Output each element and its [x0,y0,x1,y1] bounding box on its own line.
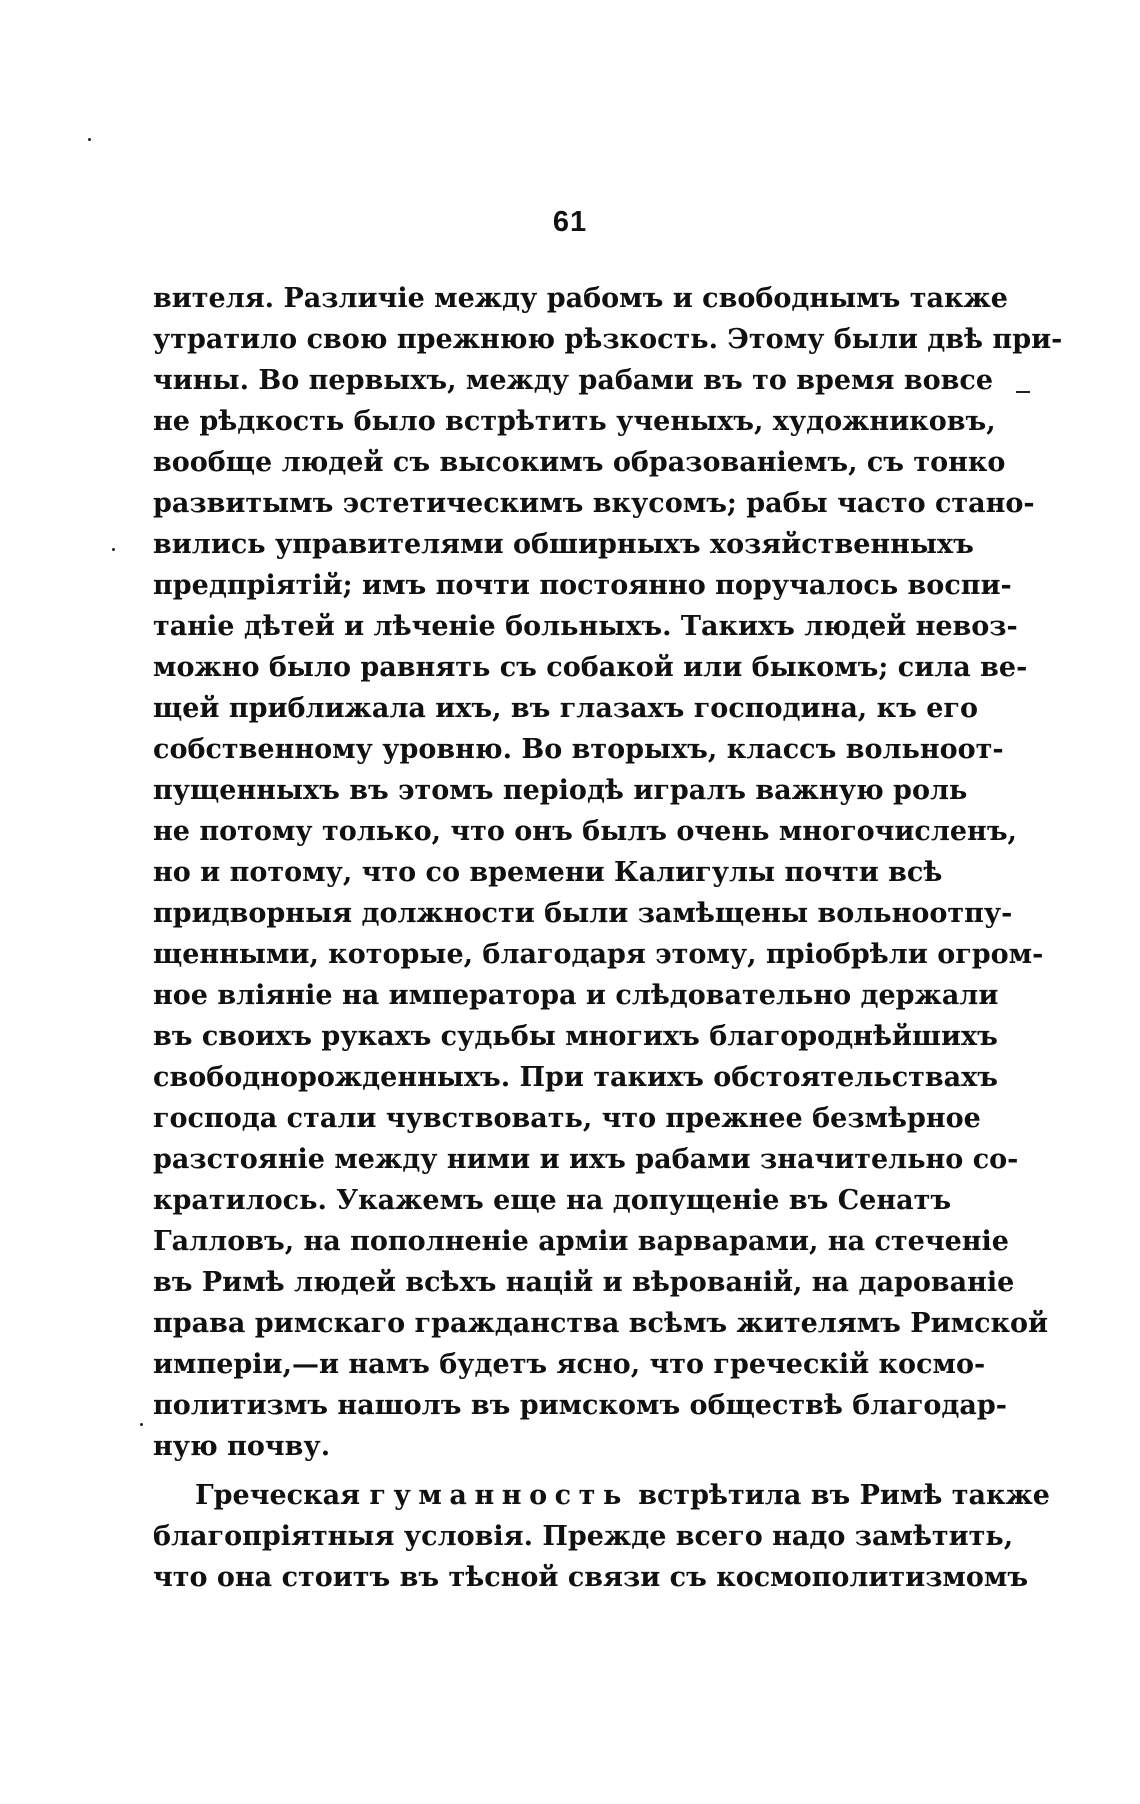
text-line: но и потому, что со времени Калигулы почти всѣ [153,857,943,888]
margin-speck [112,548,115,551]
emphasized-word: гуманность [369,1480,629,1511]
text-line: чины. Во первыхъ, между рабами въ то время вовсе [153,365,994,396]
text-line: свободнорожденныхъ. При такихъ обстоятельствахъ [153,1062,998,1093]
text-line: предпріятій; имъ почти постоянно поручалось воспи- [153,570,1012,601]
page-number: 61 [552,206,588,238]
text-line: не потому только, что онъ былъ очень многочисленъ, [153,816,1017,847]
paragraph-1 [153,278,1063,1467]
text-line: кратилось. Укажемъ еще на допущеніе въ Сенатъ [153,1185,952,1216]
text-line: придворныя должности были замѣщены вольноотпу- [153,898,1013,929]
text-line: вителя. Различіе между рабомъ и свободнымъ также [153,283,1008,314]
margin-speck [140,1423,143,1426]
margin-speck [88,138,91,141]
margin-dash-mark [1016,391,1030,393]
body-text [153,278,1063,1598]
text-line: благопріятныя условія. Прежде всего надо замѣтить, [153,1521,1014,1552]
text-line: таніе дѣтей и лѣченіе больныхъ. Такихъ людей невоз- [153,611,1018,642]
text-line: господа стали чувствовать, что прежнее безмѣрное [153,1103,981,1134]
text-line-indented: Греческая гуманность встрѣтила въ Римѣ также [195,1480,1050,1511]
text-line: не рѣдкость было встрѣтить ученыхъ, художниковъ, [153,406,996,437]
text-line: Галловъ, на пополненіе арміи варварами, на стеченіе [153,1226,1009,1257]
text-line: въ Римѣ людей всѣхъ націй и вѣрованій, на дарованіе [153,1267,1015,1298]
text-line-last: ную почву. [153,1431,331,1462]
text-line: въ своихъ рукахъ судьбы многихъ благороднѣйшихъ [153,1021,998,1052]
text-line: ное вліяніе на императора и слѣдовательно держали [153,980,999,1011]
text-line: утратило свою прежнюю рѣзкость. Этому были двѣ при- [153,324,1063,355]
text-line: собственному уровню. Во вторыхъ, классъ вольноот- [153,734,1004,765]
text-line: вообще людей съ высокимъ образованіемъ, съ тонко [153,447,1006,478]
text-line: имперіи,—и намъ будетъ ясно, что греческій космо- [153,1349,986,1380]
text-line: можно было равнять съ собакой или быкомъ; сила ве- [153,652,1028,683]
text-line: пущенныхъ въ этомъ періодѣ игралъ важную роль [153,775,968,806]
text-line: вились управителями обширныхъ хозяйственныхъ [153,529,974,560]
text-line: щенными, которые, благодаря этому, пріобрѣли огром- [153,939,1044,970]
text-line: что она стоитъ въ тѣсной связи съ космополитизмомъ [153,1562,1029,1593]
text-line: щей приближала ихъ, въ глазахъ господина, къ его [153,693,978,724]
text-line: политизмъ нашолъ въ римскомъ обществѣ благодар- [153,1390,1007,1421]
paragraph-2 [153,1475,1050,1598]
text-line: развитымъ эстетическимъ вкусомъ; рабы часто стано- [153,488,1035,519]
text-line: разстояніе между ними и ихъ рабами значительно со- [153,1144,1019,1175]
text-line: права римскаго гражданства всѣмъ жителямъ Римской [153,1308,1049,1339]
